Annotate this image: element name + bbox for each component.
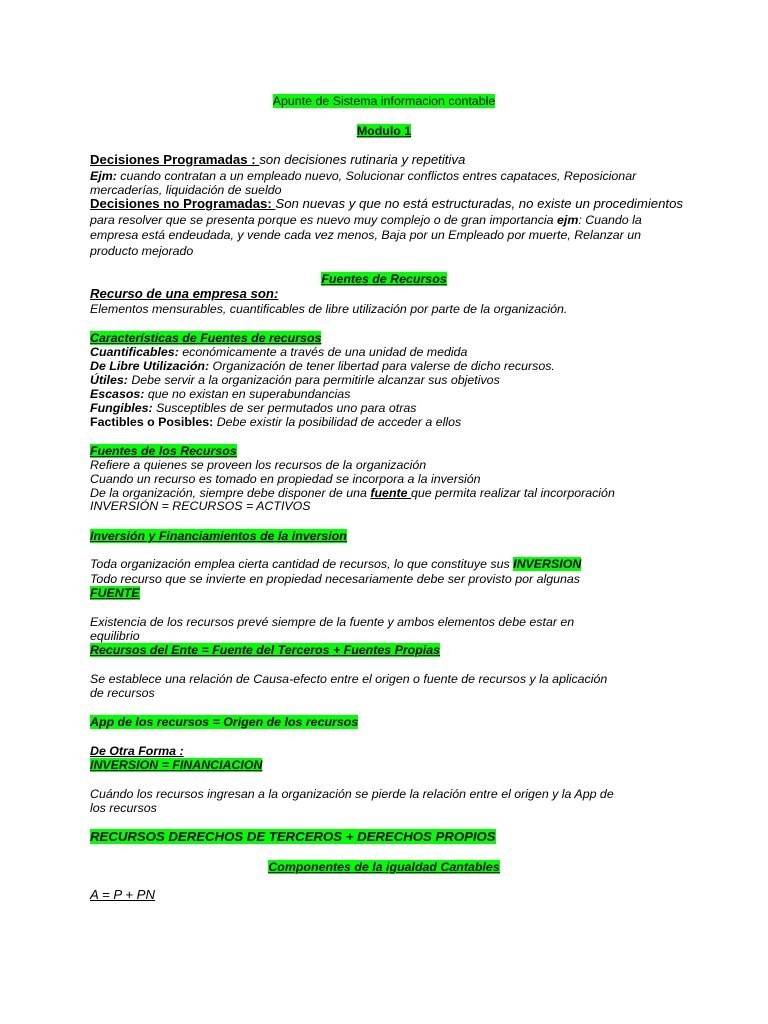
dnp-term: Decisiones no Programadas:	[90, 196, 276, 211]
dnp-line-1	[90, 197, 683, 211]
causa-line-1: Se establece una relación de Causa-efecto entre el origen o fuente de recursos y la aplicación	[90, 672, 608, 686]
fuentes-heading-line	[0, 272, 768, 286]
caract-term: Útiles:	[90, 373, 128, 387]
dp-term: Decisiones Programadas :	[90, 152, 260, 167]
caract-heading: Características de Fuentes de recursos	[90, 331, 322, 345]
fr-heading-line	[90, 444, 237, 458]
caract-def: Debe existir la posibilidad de acceder a ellos	[213, 415, 462, 429]
app-equation: App de los recursos = Origen de los recursos	[90, 715, 359, 729]
caract-item	[90, 387, 350, 401]
otra-forma: De Otra Forma :	[90, 744, 184, 758]
caract-term: Escasos:	[90, 387, 145, 401]
module-line	[0, 124, 768, 138]
fr-line-4: INVERSIÓN = RECURSOS = ACTIVOS	[90, 499, 311, 513]
inv-inversion-word: INVERSION	[513, 557, 582, 571]
inv-fin-equation: INVERSION = FINANCIACION	[90, 758, 263, 772]
caract-def: que no existan en superabundancias	[144, 387, 351, 401]
fuentes-heading: Fuentes de Recursos	[321, 272, 447, 286]
ejm1-line-2: mercaderías, liquidación de sueldo	[90, 183, 282, 197]
ejm1-line-1	[90, 169, 636, 183]
fr-text-3a: De la organización, siempre debe disponer de una	[90, 486, 371, 500]
comp-heading: Componentes de la igualdad Cantables	[268, 860, 500, 874]
doc-title: Apunte de Sistema informacion contable	[272, 94, 496, 108]
rec-der-line	[90, 830, 496, 844]
dp-definition: son decisiones rutinaria y repetitiva	[259, 152, 466, 167]
doc-title-line	[0, 94, 768, 108]
fr-line-3	[90, 486, 615, 500]
caract-item	[90, 415, 461, 429]
fr-line-1: Refiere a quienes se proveen los recursos de la organización	[90, 458, 427, 472]
dnp-line-2	[90, 213, 642, 227]
caract-term: Cuantificables:	[90, 345, 179, 359]
dnp-line-4: producto mejorado	[90, 244, 194, 258]
dnp-text-2c: : Cuando la	[578, 213, 642, 227]
caract-def: Debe servir a la organización para permitirle alcanzar sus objetivos	[127, 373, 500, 387]
inv-heading: Inversión y Financiamientos de la inversion	[90, 529, 347, 543]
causa-line-2: de recursos	[90, 686, 155, 700]
dnp-text-1: Son nuevas y que no está estructuradas, no existe un procedimientos	[275, 196, 684, 211]
caract-item	[90, 373, 500, 387]
dnp-text-2a: para resolver que se presenta porque es nuevo muy complejo o de gran importancia	[90, 213, 557, 227]
caract-def: económicamente a través de una unidad de medida	[178, 345, 468, 359]
fr-heading: Fuentes de los Recursos	[90, 444, 237, 458]
fr-line-2: Cuando un recurso es tomado en propiedad se incorpora a la inversión	[90, 472, 481, 486]
caract-term: Fungibles:	[90, 401, 153, 415]
fr-text-3c: que permita realizar tal incorporación	[410, 486, 615, 500]
inv-line-2: Todo recurso que se invierte en propiedad necesariamente debe ser provisto por algunas	[90, 572, 580, 586]
inv-fuente-word: FUENTE	[90, 586, 140, 600]
dnp-ejm-label: ejm	[556, 213, 579, 227]
rec-der-equation: RECURSOS DERECHOS DE TERCEROS + DERECHOS PROPIOS	[90, 829, 496, 844]
inv-text-1a: Toda organización emplea cierta cantidad de recursos, lo que constituye sus	[90, 557, 514, 571]
caract-term: De Libre Utilización:	[90, 359, 210, 373]
comp-heading-line	[0, 860, 768, 874]
app-equation-line	[90, 715, 358, 729]
ente-equation: Recursos del Ente = Fuente del Terceros + Fuentes Propias	[90, 643, 441, 657]
caract-item	[90, 359, 555, 373]
ente-equation-line	[90, 643, 440, 657]
cuando-line-2: los recursos	[90, 801, 157, 815]
ejm1-label: Ejm:	[90, 169, 117, 183]
recurso-heading: Recurso de una empresa son:	[90, 286, 279, 301]
dnp-line-3: empresa está endeudada, y vende cada vez menos, Baja por un Empleado por muerte, Relanzar un	[90, 228, 642, 242]
cuando-line-1: Cuándo los recursos ingresan a la organización se pierde la relación entre el origen y la App de	[90, 787, 614, 801]
inv-fin-line	[90, 758, 262, 772]
caract-def: Susceptibles de ser permutados uno para otras	[152, 401, 417, 415]
recurso-definition: Elementos mensurables, cuantificables de libre utilización por parte de la organización.	[90, 302, 568, 316]
inv-line-3	[90, 586, 140, 600]
ejm1-text-1: cuando contratan a un empleado nuevo, Solucionar conflictos entres capataces, Reposicionar	[116, 169, 637, 183]
dp-line	[90, 153, 465, 167]
module-heading: Modulo 1	[356, 124, 412, 138]
caract-heading-line	[90, 331, 321, 345]
caract-item	[90, 401, 416, 415]
caract-def: Organización de tener libertad para valerse de dicho recursos.	[209, 359, 555, 373]
exist-line-1: Existencia de los recursos prevé siempre de la fuente y ambos elementos debe estar en	[90, 615, 575, 629]
fr-fuente-word: fuente	[370, 486, 411, 500]
exist-line-2: equilibrio	[90, 629, 140, 643]
inv-line-1	[90, 557, 581, 571]
caract-item	[90, 345, 467, 359]
caract-term: Factibles o Posibles:	[90, 415, 214, 429]
inv-heading-line	[90, 529, 347, 543]
formula: A = P + PN	[90, 887, 155, 902]
